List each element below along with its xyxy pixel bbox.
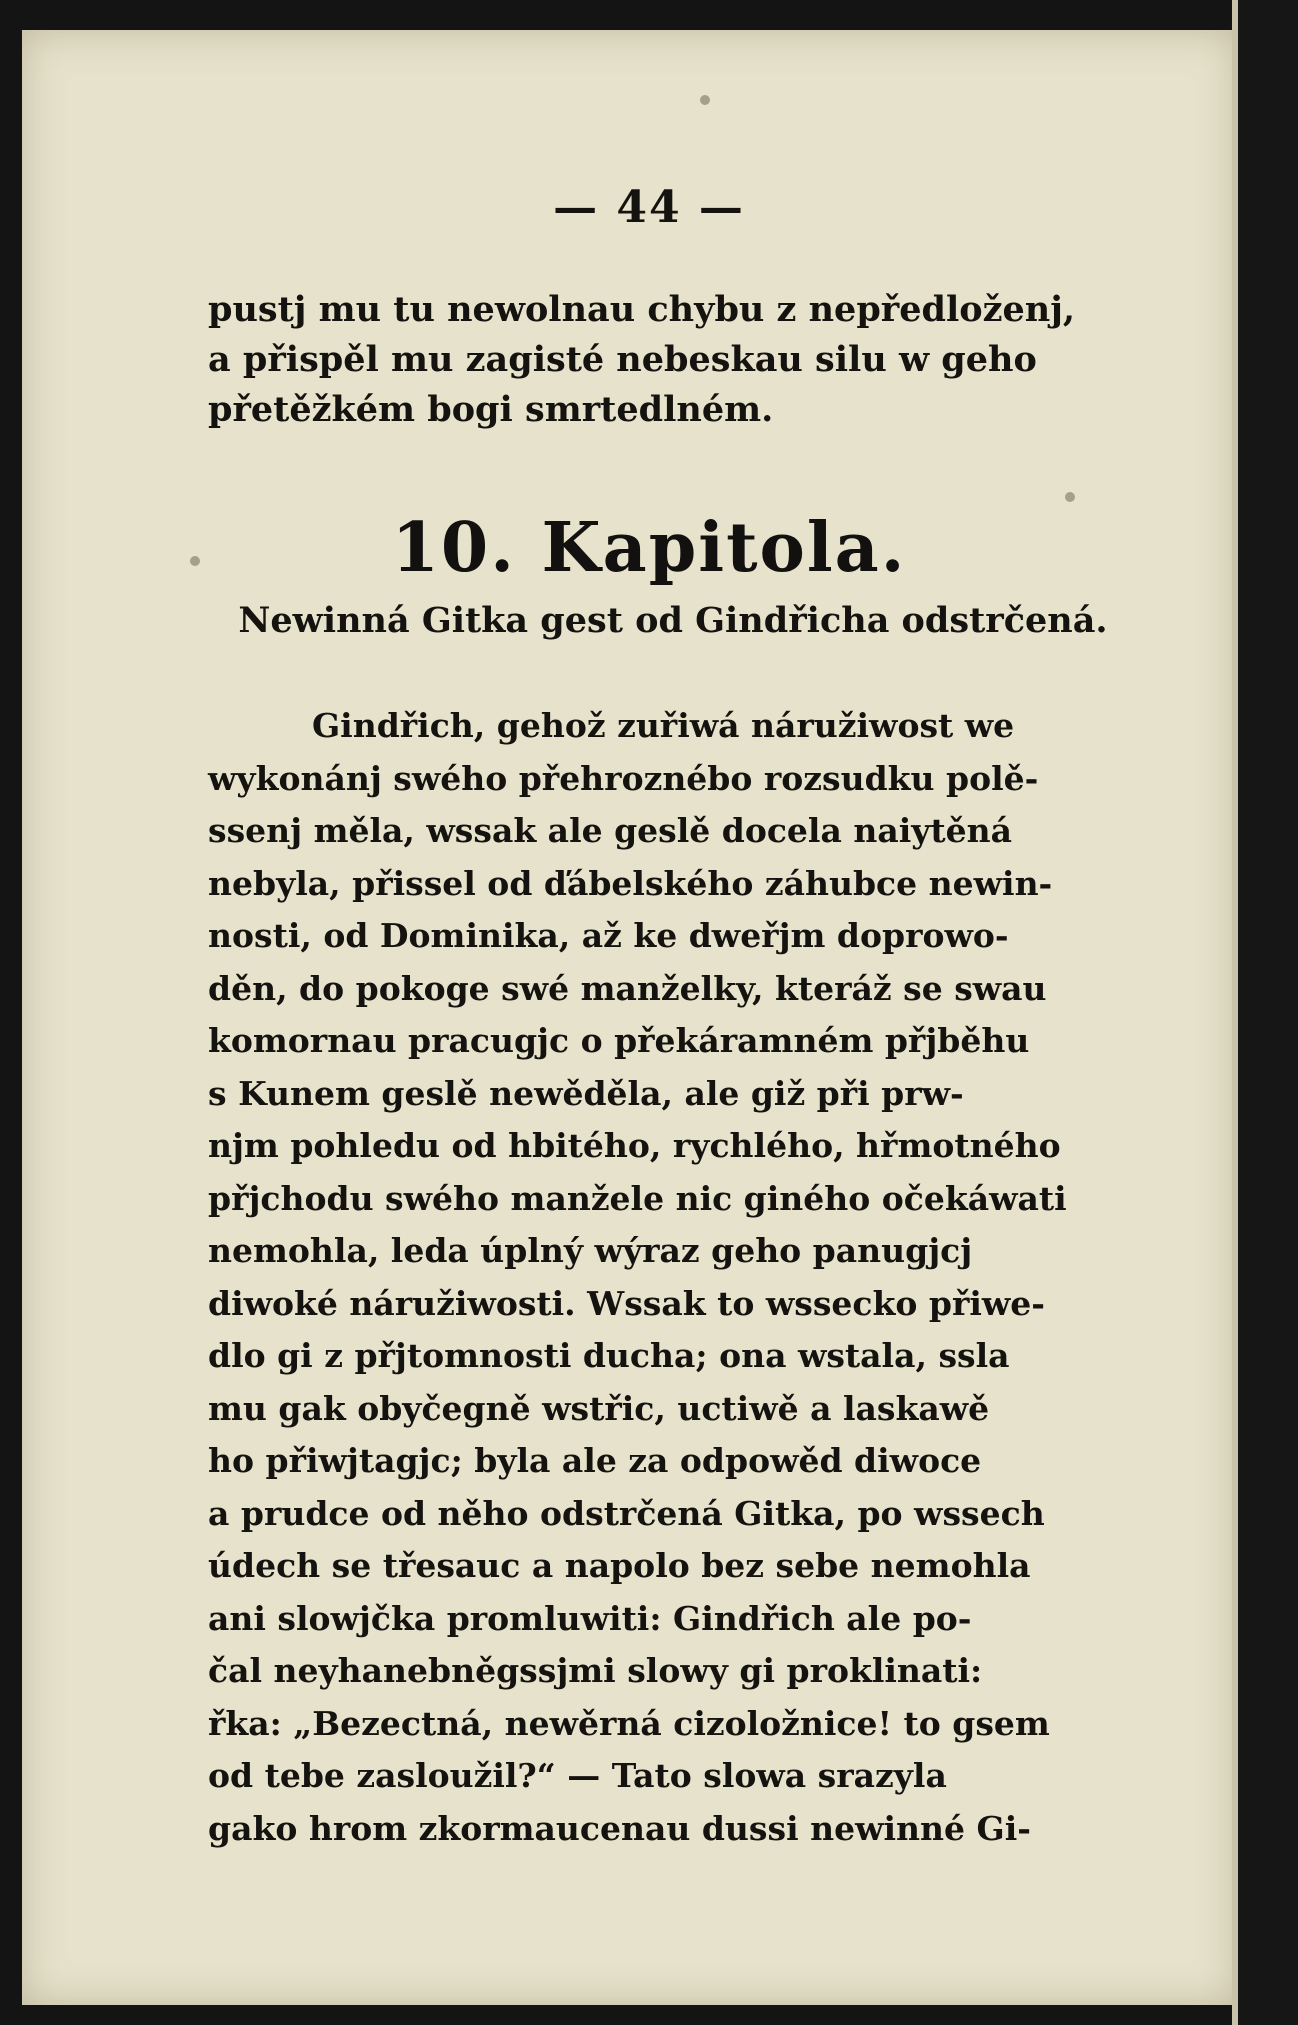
text-line: řka: „Bezectná, newěrná cizoložnice! to gsem bbox=[208, 1703, 1050, 1743]
text-line: dlo gi z přjtomnosti ducha; ona wstala, ssla bbox=[208, 1336, 1010, 1375]
text-line: wykonánj swého přehroznébo rozsudku polě- bbox=[208, 758, 1039, 798]
text-line: nosti, od Dominika, až ke dweřjm doprowo- bbox=[208, 916, 1009, 955]
text-line: čal neyhanebněgssjmi slowy gi proklinati: bbox=[208, 1651, 983, 1690]
page-number: — 44 — bbox=[553, 182, 745, 233]
text-line: nebyla, přissel od ďábelského záhubce newin- bbox=[208, 863, 1053, 903]
text-line: gako hrom zkormaucenau dussi newinné Gi- bbox=[208, 1808, 1031, 1848]
text-line: ssenj měla, wssak ale geslě docela naiytěná bbox=[208, 811, 1013, 850]
paper-spot bbox=[1065, 492, 1075, 502]
text-line: děn, do pokoge swé manželky, kteráž se swau bbox=[208, 968, 1047, 1008]
text-line: Gindřich, gehož zuřiwá náružiwost we bbox=[312, 706, 1015, 745]
text-line: pustj mu tu newolnau chybu z nepředloženj, bbox=[208, 289, 1076, 330]
text-line: ho přiwjtagjc; byla ale za odpowěd diwoce bbox=[208, 1441, 982, 1480]
scan-right-edge bbox=[1238, 0, 1298, 2025]
text-line: přetěžkém bogi smrtedlném. bbox=[208, 389, 774, 430]
body-paragraph bbox=[208, 700, 1138, 1855]
text-line: nemohla, leda úplný wýraz geho panugjcj bbox=[208, 1231, 973, 1270]
text-line: přjchodu swého manžele nic giného očekáwati bbox=[208, 1178, 1067, 1218]
text-line: diwoké náružiwosti. Wssak to wssecko přiwe- bbox=[208, 1283, 1045, 1323]
text-line: ani slowjčka promluwiti: Gindřich ale po- bbox=[208, 1598, 972, 1638]
text-line: komornau pracugjc o překáramném přjběhu bbox=[208, 1021, 1030, 1060]
text-line: s Kunem geslě newěděla, ale giž při prw- bbox=[208, 1073, 964, 1113]
chapter-subtitle: Newinná Gitka gest od Gindřicha odstrčená. bbox=[238, 600, 1108, 641]
intro-paragraph bbox=[208, 285, 1138, 435]
chapter-heading: 10. Kapitola. bbox=[391, 508, 907, 588]
text-line: údech se třesauc a napolo bez sebe nemohla bbox=[208, 1546, 1031, 1585]
text-line: a přispěl mu zagisté nebeskau silu w geho bbox=[208, 339, 1037, 380]
text-line: a prudce od něho odstrčená Gitka, po wssech bbox=[208, 1493, 1045, 1533]
text-line: mu gak obyčegně wstřic, uctiwě a laskawě bbox=[208, 1388, 990, 1428]
text-line: njm pohledu od hbitého, rychlého, hřmotného bbox=[208, 1126, 1061, 1165]
text-line: od tebe zasloužil?“ — Tato slowa srazyla bbox=[208, 1756, 947, 1795]
paper-spot bbox=[700, 95, 710, 105]
